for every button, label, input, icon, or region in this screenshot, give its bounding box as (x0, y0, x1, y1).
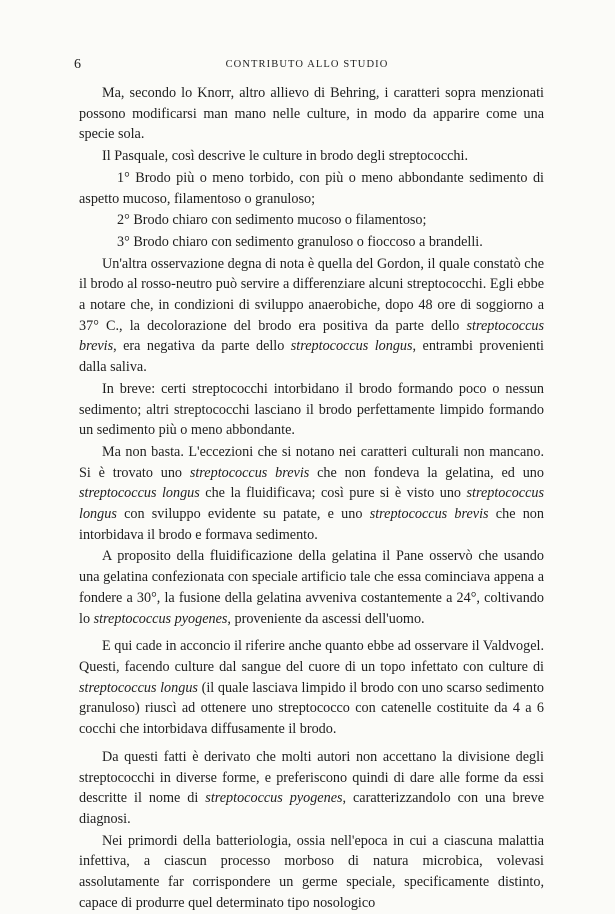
text-segment: A proposito della fluidificazione della gelatina il Pane osservò che usando una gelatina confezionata con speciale artificio tale che essa cominciava appena a fondere a 30°, la fusione della gelatina avveniva costantemente a 24°, coltivando lo (79, 548, 544, 627)
paragraph-primordi: Nei primordi della batteriologia, ossia nell'epoca in cui a ciascuna malattia infettiva, a ciascun processo morboso di natura microbica, volevasi assolutamente far corrispondere un germe speciale, specificamente distinto, capace di produrre quel determinato tipo nosologico (79, 832, 544, 911)
running-title: CONTRIBUTO ALLO STUDIO (225, 59, 389, 70)
text-segment: , entrambi provenienti dalla saliva. (79, 338, 544, 376)
text-segment: , proveniente da ascessi dell'uomo. (227, 610, 425, 627)
paragraph-summary: In breve: certi streptococchi intorbidano il brodo formando poco o nessun sedimento; altri streptococchi lasciano il brodo perfettamente limpido formando un sedimento più o meno abbondante. (79, 380, 544, 439)
species-name-brevis: streptococcus brevis (369, 506, 489, 523)
paragraph-exceptions (79, 442, 544, 546)
text-segment: Ma non basta. L'eccezioni che si notano nei caratteri culturali non mancano. Si è trovato uno (79, 443, 544, 481)
text-segment: che non fondeva la gelatina, ed uno (317, 464, 544, 481)
paragraph-valdvogel (79, 636, 544, 740)
text-segment: che la fluidificava; così pure si è visto uno (205, 485, 462, 502)
paragraph-conclusion (79, 747, 544, 830)
text-segment: Da questi fatti è derivato che molti autori non accettano la divisione degli streptococchi in diverse forme, e preferiscono quindi di dare alle forme da essi descritte il nome di (79, 748, 544, 807)
species-name-pyogenes: streptococcus pyogenes (205, 790, 343, 807)
page-header (72, 57, 542, 77)
text-segment: Un'altra osservazione degna di nota è quella del Gordon, il quale constatò che il brodo al rosso-neutro può servire a differenziare alcuni streptococchi. Egli ebbe a notare che, in condizioni di sviluppo anaerobiche, dopo 48 ore di soggiorno a 37° C., la decolorazione del brodo era positiva da parte dello (79, 255, 544, 334)
list-item-1: 1° Brodo più o meno torbido, con più o meno abbondante sedimento di aspetto mucoso, filamentoso o granuloso; (79, 169, 544, 207)
species-name-pyogenes: streptococcus pyogenes (93, 610, 228, 627)
species-name-longus: streptococcus longus (79, 485, 544, 523)
species-name-longus: streptococcus longus (79, 485, 200, 502)
species-name-longus: streptococcus longus (79, 679, 198, 696)
species-name-longus: streptococcus longus (290, 338, 413, 355)
text-segment: , caratterizzandolo con una breve diagnosi. (79, 790, 544, 827)
page-number: 6 (74, 57, 81, 72)
paragraph-pane (79, 546, 544, 629)
list-item-3: 3° Brodo chiaro con sedimento granuloso o fioccoso a brandelli. (117, 233, 483, 250)
paragraph-pasquale: Il Pasquale, così descrive le culture in brodo degli streptococchi. (102, 148, 469, 165)
text-segment: che non intorbidava il brodo e formava sedimento. (79, 506, 544, 543)
list-item-2: 2° Brodo chiaro con sedimento mucoso o filamentoso; (117, 212, 427, 229)
paragraph-gordon (79, 254, 544, 378)
body-text (79, 83, 544, 914)
paragraph-knorr: Ma, secondo lo Knorr, altro allievo di Behring, i caratteri sopra menzionati possono modificarsi man mano nelle culture, in modo da apparire come una specie sola. (79, 85, 544, 143)
text-segment: , era negativa da parte dello (113, 338, 285, 355)
text-segment: (il quale lasciava limpido il brodo con uno scarso sedimento granuloso) riuscì ad ottenere uno streptococco con catenelle costituite da 4 a 6 cocchi che intorbidava diffusamente il brodo. (79, 679, 545, 738)
text-segment: con sviluppo evidente su patate, e uno (124, 506, 363, 523)
species-name-brevis: streptococcus brevis (189, 464, 310, 481)
text-segment: E qui cade in acconcio il riferire anche quanto ebbe ad osservare il Valdvogel. Questi, facendo culture dal sangue del cuore di un topo infettato con culture di (79, 638, 544, 675)
species-name-brevis: streptococcus brevis (79, 317, 544, 355)
